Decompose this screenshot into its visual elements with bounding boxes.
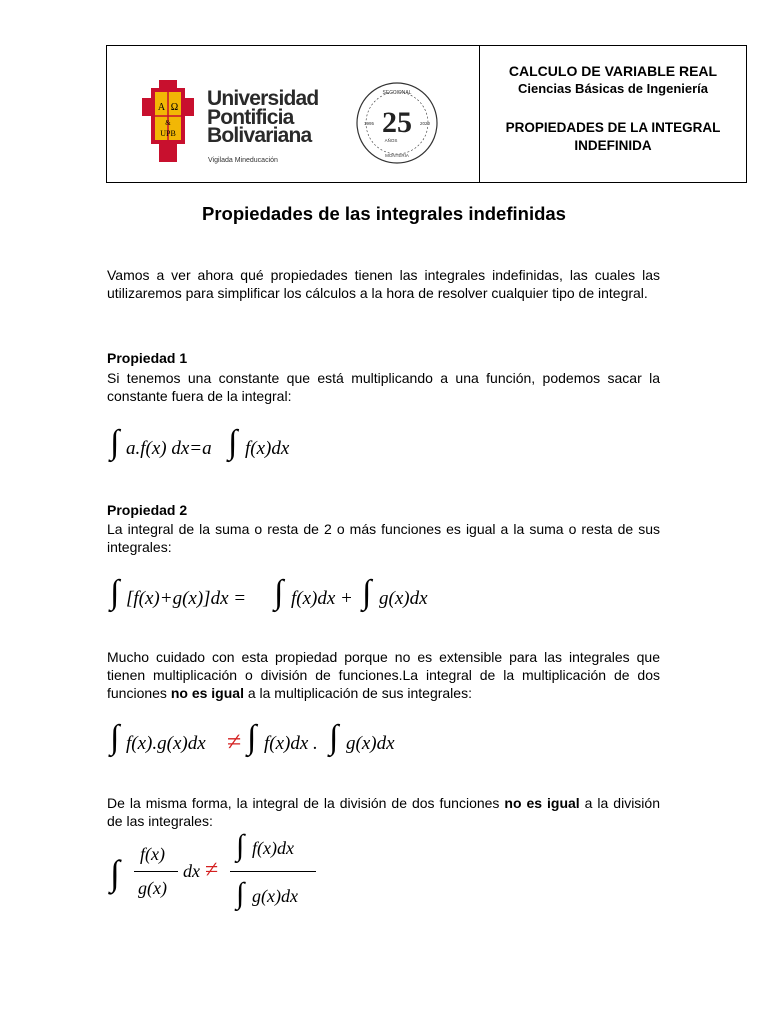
- seal-year-right: 2020: [420, 121, 431, 126]
- page-title: Propiedades de las integrales indefinidas: [202, 203, 566, 224]
- division-text-2: a la división de las integrales:: [107, 795, 660, 829]
- property-1-heading: Propiedad 1: [107, 350, 188, 366]
- crest-letter-upb: UPB: [160, 129, 176, 138]
- seal-number: 25: [382, 106, 412, 139]
- property-2-heading: Propiedad 2: [107, 502, 188, 518]
- fraction-bar: [134, 871, 178, 872]
- warning-emphasis: no es igual: [170, 685, 244, 701]
- university-name: [207, 87, 319, 147]
- integral-sign: ∫: [110, 719, 120, 756]
- right-denominator: g(x)dx: [252, 886, 298, 906]
- integral-sign: ∫: [110, 574, 120, 611]
- seal-year-left: 1995: [364, 121, 375, 126]
- university-tagline: Vigilada Mineducación: [208, 157, 278, 164]
- integral-sign: ∫: [110, 424, 120, 461]
- formula-3-part-a: f(x).g(x)dx: [126, 733, 206, 754]
- crest-letter-alpha: A: [157, 102, 166, 113]
- integral-sign: ∫: [274, 574, 284, 611]
- intro-paragraph: Vamos a ver ahora qué propiedades tienen las integrales indefinidas, las cuales las utilizaremos para simplificar los cálculos a la hora de resolver cualquier tipo de integral.: [107, 267, 660, 301]
- fraction-numerator: f(x): [140, 844, 165, 864]
- crest-letter-amp: &: [165, 119, 171, 127]
- integral-sign: ∫: [228, 424, 238, 461]
- right-numerator: f(x)dx: [252, 838, 294, 858]
- warning-paragraph: [107, 648, 660, 702]
- formula-1-left: a.f(x) dx=a: [126, 438, 212, 459]
- logo-cell: [107, 46, 480, 182]
- seal-top-text: SECCIONAL: [382, 90, 412, 96]
- integral-sign: ∫: [329, 719, 339, 756]
- university-crest-icon: [142, 80, 194, 162]
- fraction-denominator: g(x): [138, 878, 167, 898]
- formula-quotient-inequality: [110, 829, 330, 922]
- document-header: [106, 45, 747, 183]
- warning-text-1: Mucho cuidado con esta propiedad porque no es extensible para las integrales que tienen multiplicación o división de funciones.La integral de la multiplicación de dos funciones: [107, 649, 660, 701]
- fraction-bar-right: [230, 871, 316, 872]
- course-name: CALCULO DE VARIABLE REAL: [508, 63, 718, 79]
- university-name-line-3: Bolivariana: [207, 124, 312, 147]
- property-1-text: Si tenemos una constante que está multiplicando a una función, podemos sacar la constante fuera de la integral:: [107, 370, 660, 404]
- formula-3-part-b: f(x)dx .: [264, 733, 318, 754]
- integral-sign: ∫: [236, 829, 245, 862]
- department-name: Ciencias Básicas de Ingeniería: [517, 81, 709, 96]
- formula-2-part-a: [f(x)+g(x)]dx =: [126, 588, 247, 609]
- crest-letter-omega: Ω: [170, 102, 179, 113]
- not-equal-sign: ≠: [205, 857, 219, 883]
- division-text-1: De la misma forma, la integral de la división de dos funciones: [107, 795, 505, 811]
- course-info-cell: [480, 46, 746, 182]
- integral-sign: ∫: [110, 853, 120, 893]
- formula-1-right: f(x)dx: [245, 438, 290, 459]
- formula-3-part-c: g(x)dx: [346, 733, 395, 754]
- integral-sign: ∫: [362, 574, 372, 611]
- property-2-text: La integral de la suma o resta de 2 o más funciones es igual a la suma o resta de sus integrales:: [107, 521, 660, 555]
- integral-sign: ∫: [247, 719, 257, 756]
- formula-2-part-c: g(x)dx: [379, 588, 428, 609]
- warning-text-2: a la multiplicación de sus integrales:: [243, 685, 472, 701]
- formula-2-part-b: f(x)dx +: [291, 588, 353, 609]
- anniversary-seal-icon: [354, 80, 440, 166]
- seal-bottom-text: MONTERÍA: [385, 153, 409, 158]
- seal-label: AÑOS: [384, 138, 398, 143]
- topic-title: PROPIEDADES DE LA INTEGRAL INDEFINIDA: [505, 120, 721, 153]
- division-paragraph: [107, 794, 660, 830]
- not-equal-sign: ≠: [227, 727, 242, 756]
- formula-4-dx: dx: [183, 861, 200, 881]
- integral-sign: ∫: [236, 877, 245, 910]
- university-name-line-1: Universidad: [207, 87, 319, 110]
- division-emphasis: no es igual: [504, 795, 580, 811]
- university-name-line-2: Pontificia: [207, 105, 294, 129]
